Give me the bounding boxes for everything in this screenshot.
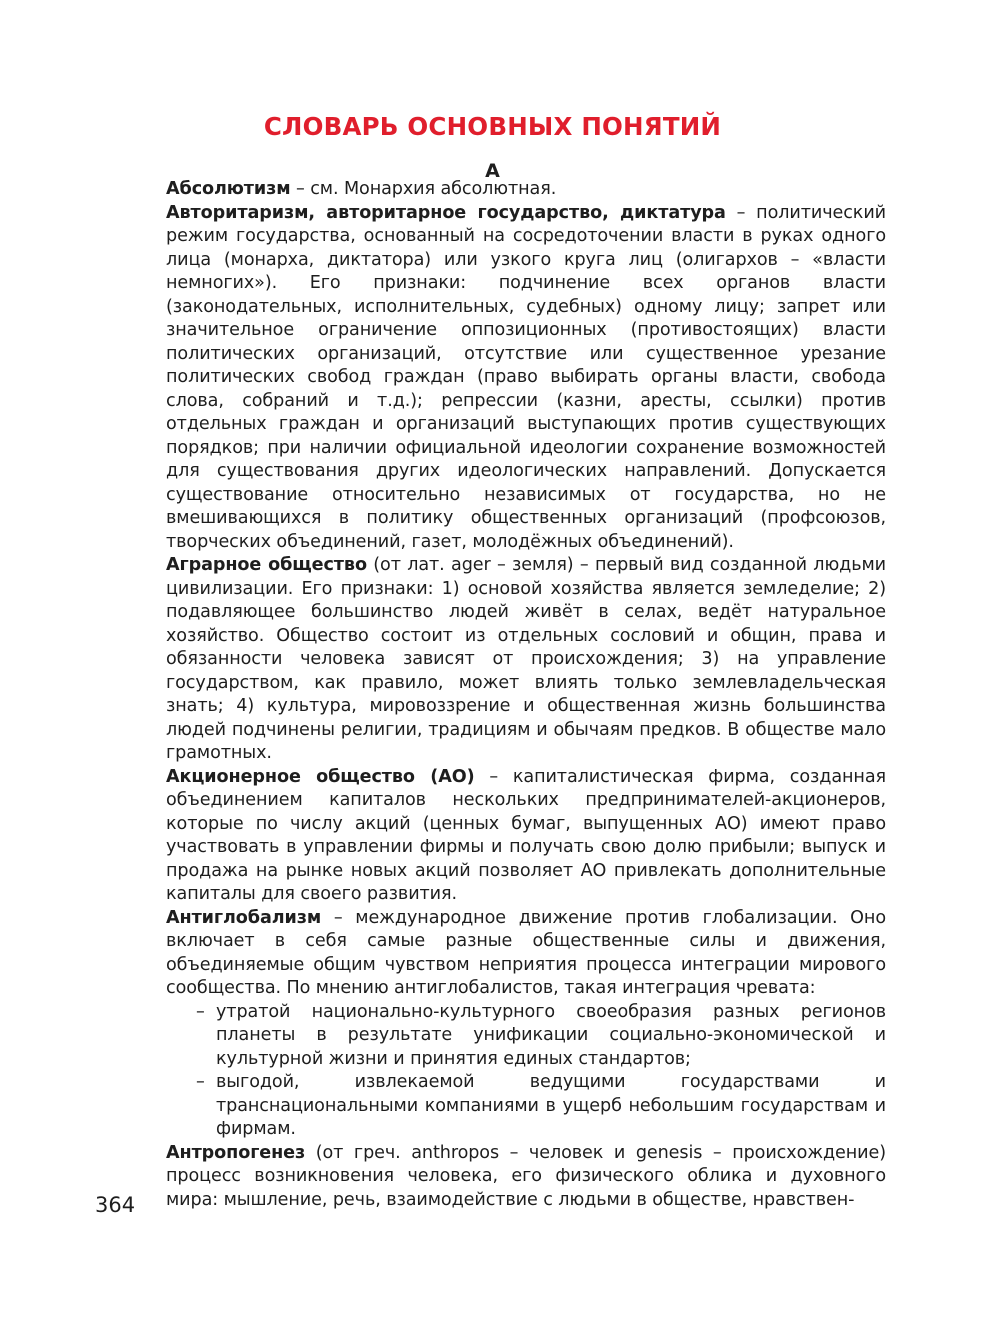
- entry-term: Аграрное общество: [166, 555, 367, 575]
- dash-marker: –: [196, 1072, 205, 1092]
- entry-definition: – политический режим государства, основанный на сосредоточении власти в руках одного лица (монарха, диктатора) или узкого круга лиц (олигархов – «власти немногих»). Его признаки: подчинение всех органов власти (законодательных, исполнительных, судебных) одному лицу; запрет или значительное ограничение оппозиционных (противостоящих) власти политических организаций, отсутствие или существенное урезание политических свобод граждан (право выбирать органы власти, свобода слова, собраний и т.д.); репрессии (казни, аресты, ссылки) против отдельных граждан и организаций выступающих против существующих порядков; при наличии официальной идеологии сохранение возможностей для существования других идеологических направлений. Допускается существование относительно независимых от государства, но не вмешивающихся в политику общественных организаций (профсоюзов, творческих объединений, газет, молодёжных объединений).: [166, 202, 886, 552]
- glossary-content: [166, 178, 886, 1212]
- list-item: [166, 1071, 886, 1142]
- list-item-text: выгодой, извлекаемой ведущими государствами и транснациональными компаниями в ущерб небольшим государствам и фирмам.: [216, 1072, 886, 1139]
- glossary-entry-anthropogenesis: [166, 1142, 886, 1213]
- entry-term: Антиглобализм: [166, 907, 322, 928]
- glossary-entry-authoritarianism: [166, 202, 886, 555]
- antiglobalism-list: [166, 1001, 886, 1142]
- section-letter: А: [485, 160, 500, 182]
- page-title: СЛОВАРЬ ОСНОВНЫХ ПОНЯТИЙ: [263, 112, 722, 141]
- entry-term: Акционерное общество (АО): [166, 766, 475, 787]
- entry-definition: (от греч. anthropos – человек и genesis – происхождение) процесс возникновения человека, его физического облика и духовного мира: мышление, речь, взаимодействие с людьми в обществе, нравствен-: [166, 1142, 886, 1210]
- entry-definition: – международное движение против глобализации. Оно включает в себя самые разные общественные силы и движения, объединяемые общим чувством неприятия процесса интеграции мирового сообщества. По мнению антиглобалистов, такая интеграция чревата:: [166, 907, 886, 998]
- entry-term: Авторитаризм, авторитарное государство, диктатура: [166, 202, 726, 223]
- glossary-entry-agrarian-society: [166, 554, 886, 766]
- glossary-entry-antiglobalism: [166, 907, 886, 1001]
- entry-definition: – см. Монархия абсолютная.: [290, 179, 557, 199]
- list-item: [166, 1001, 886, 1072]
- glossary-entry-joint-stock-company: [166, 766, 886, 907]
- entry-term: Антропогенез: [166, 1142, 306, 1163]
- entry-term: Абсолютизм: [166, 179, 291, 199]
- glossary-entry-absolutism: [166, 178, 886, 202]
- entry-definition: – капиталистическая фирма, созданная объединением капиталов нескольких предпринимателей-акционеров, которые по числу акций (ценных бумаг, выпущенных АО) имеют право участвовать в управлении фирмы и получать свою долю прибыли; выпуск и продажа на рынке новых акций позволяет АО привлекать дополнительные капиталы для своего развития.: [166, 766, 886, 904]
- list-item-text: утратой национально-культурного своеобразия разных регионов планеты в результате унификации социально-экономической и культурной жизни и принятия единых стандартов;: [216, 1001, 886, 1069]
- entry-definition: (от лат. ager – земля) – первый вид созданной людьми цивилизации. Его признаки: 1) основой хозяйства является земледелие; 2) подавляющее большинство людей живёт в селах, ведёт натуральное хозяйство. Общество состоит из отдельных сословий и общин, права и обязанности человека зависят от происхождения; 3) на управление государством, как правило, может влиять только землевладельческая знать; 4) культура, мировоззрение и общественная жизнь большинства людей подчинены религии, традициям и обычаям предков. В обществе мало грамотных.: [166, 555, 887, 763]
- dash-marker: –: [196, 1001, 205, 1022]
- page-number: 364: [95, 1193, 136, 1217]
